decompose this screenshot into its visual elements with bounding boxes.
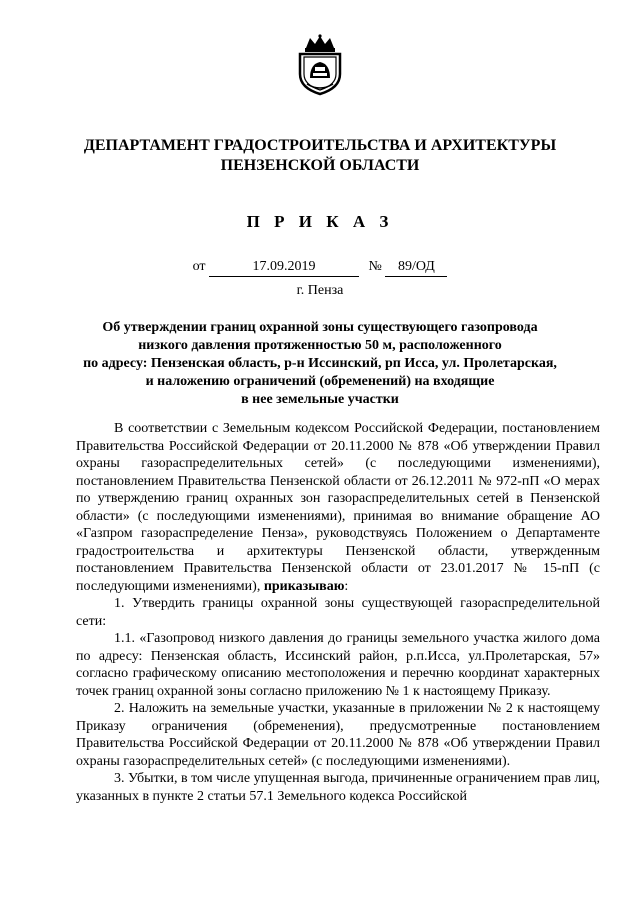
number-label: № (368, 259, 382, 274)
paragraph-preamble (76, 420, 600, 595)
order-heading (70, 319, 570, 409)
order-body (76, 420, 600, 805)
department-name-line2: ПЕНЗЕНСКОЙ ОБЛАСТИ (220, 157, 420, 174)
heading-line3: по адресу: Пензенская область, р-н Иссинский, рп Исса, ул. Пролетарская, (83, 356, 557, 371)
paragraph-item-3: 3. Убытки, в том числе упущенная выгода, причиненные ограничением прав лиц, указанных в пункте 2 статьи 57.1 Земельного кодекса Российской (76, 771, 600, 804)
heading-line1: Об утверждении границ охранной зоны существующего газопровода (102, 320, 538, 335)
heading-line2: низкого давления протяженностью 50 м, расположенного (138, 338, 502, 353)
paragraph-item-2: 2. Наложить на земельные участки, указанные в приложении № 2 к настоящему Приказу ограничения (обременения), предусмотренные постановлением Правительства Российской Федерации от 20.11.2000 № 878 «Об утверждении Правил охраны газораспределительных сетей» (с последующими изменениями). (76, 701, 600, 769)
city: г. Пенза (296, 283, 344, 298)
paragraph-item-1-1: 1.1. «Газопровод низкого давления до границы земельного участка жилого дома по адресу: Пензенская область, Иссинский район, р.п.Исса, ул.Пролетарская, 57» согласно графическому описанию местоположения и перечню координат характерных точек границ охранной зоны согласно приложению № 1 к настоящему Приказу. (76, 631, 600, 699)
date-number-line (0, 258, 640, 277)
document-type-title: П Р И К А З (246, 212, 394, 231)
preamble-text: В соответствии с Земельным кодексом Российской Федерации, постановлением Правительства Российской Федерации от 20.11.2000 № 878 «Об утверждении Правил охраны газораспределительных сетей» (с последующими изменениями), постановлением Правительства Пензенской области от 26.12.2011 № 972-пП «О мерах по утверждению границ охранных зон газораспределительных сетей в Пензенской области» (с последующими изменениями), принимая во внимание обращение АО «Газпром газораспределение Пенза», руководствуясь Положением о Департаменте градостроительства и архитектуры Пензенской области, утвержденным постановлением Правительства Пензенской области от 23.01.2017 № 15-пП (с последующими изменениями), (76, 421, 600, 594)
paragraph-item-1: 1. Утвердить границы охранной зоны существующей газораспределительной сети: (76, 596, 600, 629)
coat-of-arms-icon (296, 34, 344, 96)
directive-word: приказываю (263, 578, 345, 594)
heading-line4: и наложению ограничений (обременений) на входящие (145, 374, 495, 389)
department-name (0, 136, 640, 176)
department-name-line1: ДЕПАРТАМЕНТ ГРАДОСТРОИТЕЛЬСТВА И АРХИТЕКТУРЫ (83, 137, 557, 154)
preamble-end: : (344, 578, 349, 594)
from-label: от (192, 259, 206, 274)
order-number: 89/ОД (385, 258, 447, 277)
order-date: 17.09.2019 (209, 258, 359, 277)
heading-line5: в нее земельные участки (241, 392, 399, 407)
